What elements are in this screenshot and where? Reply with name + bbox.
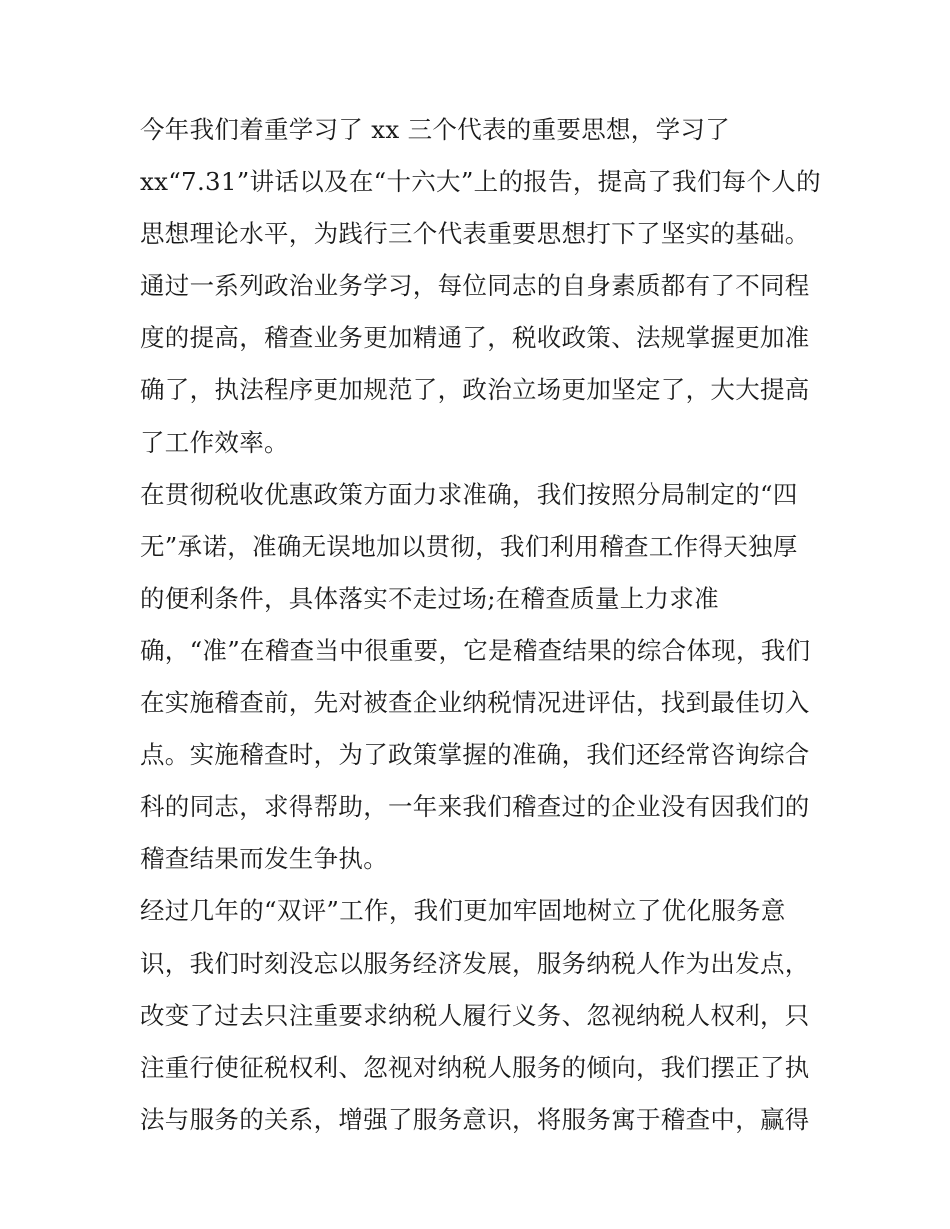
- text-line: 法与服务的关系，增强了服务意识，将服务寓于稽查中，赢得: [140, 1104, 810, 1134]
- text-line: 识，我们时刻没忘以服务经济发展，服务纳税人作为出发点，: [140, 948, 810, 978]
- text-line: 改变了过去只注重要求纳税人履行义务、忽视纳税人权利，只: [140, 1000, 810, 1030]
- text-line: 今年我们着重学习了 xx 三个代表的重要思想，学习了: [140, 115, 731, 144]
- text-line: 确，“准”在稽查当中很重要，它是稽查结果的综合体现，我们: [140, 635, 811, 665]
- text-line: 注重行使征税权利、忽视对纳税人服务的倾向，我们摆正了执: [140, 1052, 810, 1082]
- text-line: 在实施稽查前，先对被查企业纳税情况进评估，找到最佳切入: [140, 688, 810, 718]
- text-line: 稽查结果而发生争执。: [140, 844, 388, 874]
- text-line: 度的提高，稽查业务更加精通了，税收政策、法规掌握更加准: [140, 323, 810, 353]
- text-line: xx“7.31”讲话以及在“十六大”上的报告，提高了我们每个人的: [140, 167, 821, 197]
- text-line: 点。实施稽查时，为了政策掌握的准确，我们还经常咨询综合: [140, 740, 810, 770]
- text-line: 确了，执法程序更加规范了，政治立场更加坚定了，大大提高: [140, 375, 810, 405]
- text-line: 经过几年的“双评”工作，我们更加牢固地树立了优化服务意: [140, 896, 786, 926]
- text-line: 通过一系列政治业务学习，每位同志的自身素质都有了不同程: [140, 271, 810, 301]
- text-line: 了工作效率。: [140, 427, 289, 457]
- text-line: 的便利条件，具体落实不走过场;在稽查质量上力求准: [140, 583, 719, 613]
- text-line: 思想理论水平，为践行三个代表重要思想打下了坚实的基础。: [140, 219, 810, 249]
- text-line: 科的同志，求得帮助，一年来我们稽查过的企业没有因我们的: [140, 792, 810, 822]
- body-text: [140, 104, 820, 1146]
- text-line: 无”承诺，准确无误地加以贯彻，我们利用稽查工作得天独厚: [140, 531, 798, 561]
- text-line: 在贯彻税收优惠政策方面力求准确，我们按照分局制定的“四: [140, 479, 798, 509]
